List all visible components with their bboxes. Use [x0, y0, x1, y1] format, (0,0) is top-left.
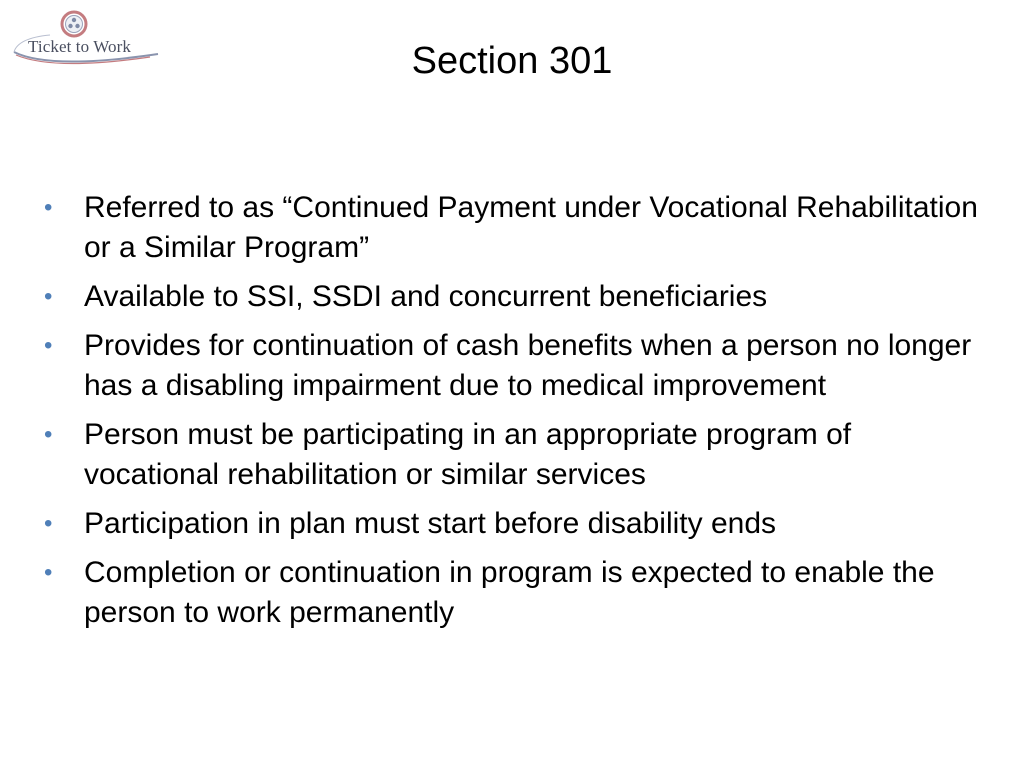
bullet-text: Person must be participating in an appropriate program of vocational rehabilitation or similar services: [84, 418, 852, 491]
bullet-dot-icon: •: [44, 510, 53, 537]
bullet-item: [44, 188, 984, 268]
bullet-dot-icon: •: [44, 421, 53, 448]
bullet-dot-icon: •: [44, 194, 53, 221]
bullet-text: Referred to as “Continued Payment under Vocational Rehabilitation or a Similar Program”: [84, 191, 978, 264]
bullet-text: Completion or continuation in program is expected to enable the person to work permanently: [84, 556, 935, 629]
bullet-item: [44, 553, 984, 633]
bullet-item: [44, 415, 984, 495]
bullet-item: [44, 277, 984, 317]
slide-title: Section 301: [411, 40, 613, 82]
logo-text: Ticket to Work: [28, 37, 131, 56]
bullet-dot-icon: •: [44, 283, 53, 310]
bullet-dot-icon: •: [44, 559, 53, 586]
bullet-text: Provides for continuation of cash benefits when a person no longer has a disabling impairment due to medical improvement: [84, 329, 972, 402]
bullet-item: [44, 326, 984, 406]
bullet-dot-icon: •: [44, 332, 53, 359]
bullet-list: [44, 188, 984, 642]
bullet-item: [44, 504, 984, 544]
bullet-text: Available to SSI, SSDI and concurrent beneficiaries: [84, 280, 768, 313]
bullet-text: Participation in plan must start before disability ends: [84, 507, 777, 540]
